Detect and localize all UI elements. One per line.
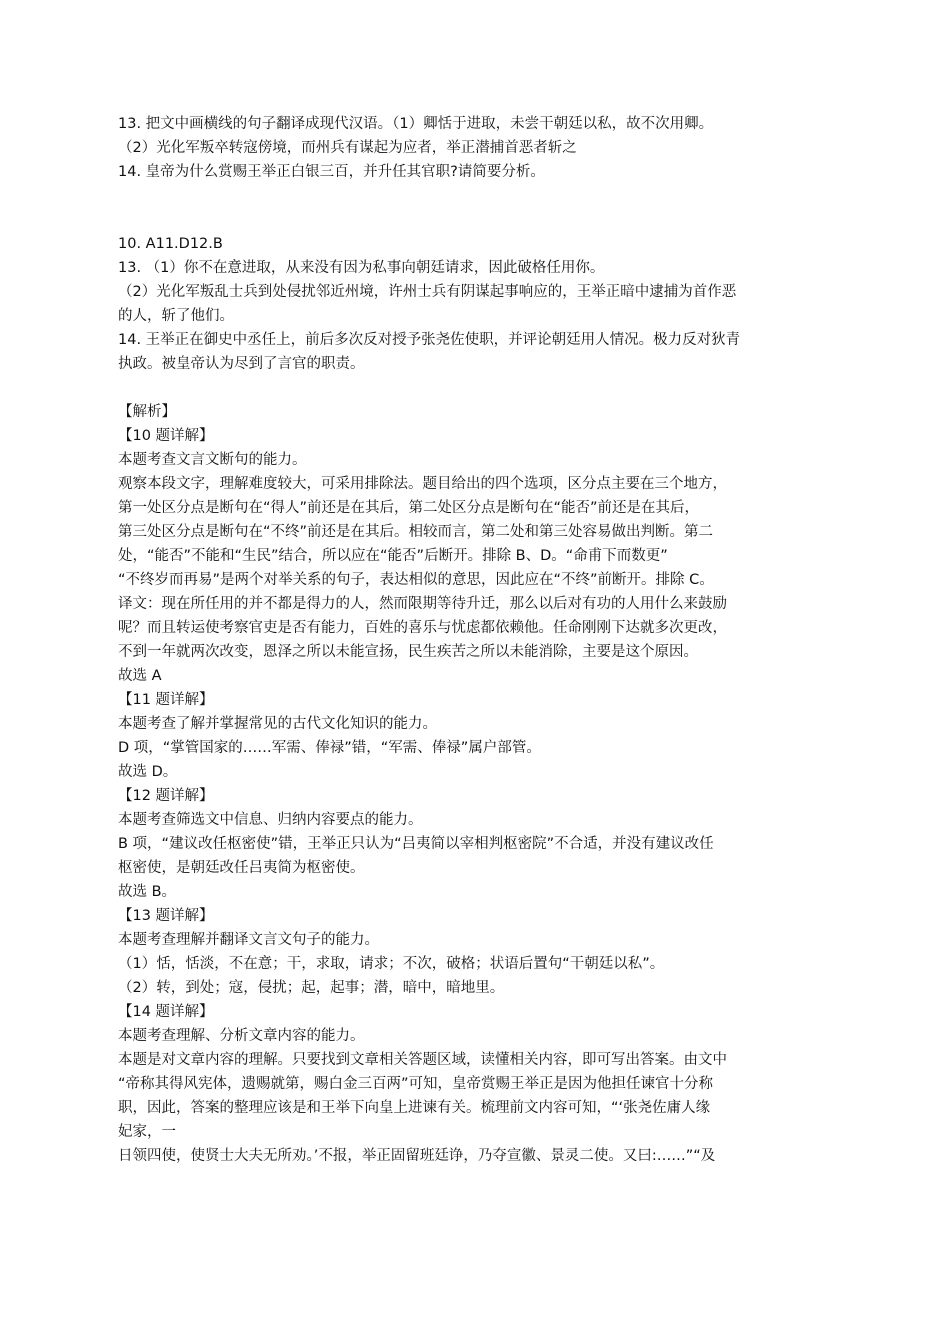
answer-13-part-2: （2）光化军叛乱士兵到处侵扰邻近州境，许州士兵有阴谋起事响应的，王举正暗中逮捕为首作恶 (118, 284, 737, 300)
answer-14: 14. 王举正在御史中丞任上，前后多次反对授予张尧佐使职，并评论朝廷用人情况。极力反对狄青 (118, 332, 741, 348)
q10-detail-heading: 【10 题详解】 (118, 428, 214, 444)
spacer (118, 376, 848, 400)
q10-answer: 故选 A (118, 668, 162, 684)
answers-10-12: 10. A11.D12.B (118, 236, 223, 252)
q10-text: 观察本段文字，理解难度较大，可采用排除法。题目给出的四个选项，区分点主要在三个地方， (118, 476, 727, 492)
spacer (118, 184, 848, 208)
q13-text: 本题考查理解并翻译文言文句子的能力。 (118, 932, 379, 948)
q11-text: 本题考查了解并掌握常见的古代文化知识的能力。 (118, 716, 437, 732)
q10-translation: 译文：现在所任用的并不都是得力的人，然而限期等待升迁，那么以后对有功的人用什么来鼓励 (118, 596, 727, 612)
q12-text: B 项，“建议改任枢密使”错，王举正只认为“吕夷简以宰相判枢密院”不合适，并没有建议改任 (118, 836, 714, 852)
q14-text: 职，因此，答案的整理应该是和王举下向皇上进谏有关。梳理前文内容可知，“‘张尧佐庸人缘 (118, 1100, 711, 1116)
q11-detail-heading: 【11 题详解】 (118, 692, 214, 708)
q10-text: 处，“能否”不能和“生民”结合，所以应在“能否”后断开。排除 B、D。“命甫下而数更” (118, 548, 668, 564)
answer-14-cont: 执政。被皇帝认为尽到了言官的职责。 (118, 356, 365, 372)
q10-text: 本题考查文言文断句的能力。 (118, 452, 307, 468)
q14-text: “帝称其得风宪体，遗赐就第，赐白金三百两”可知，皇帝赏赐王举正是因为他担任谏官十分称 (118, 1076, 714, 1092)
question-13-part-2: （2）光化军叛卒转寇傍境，而州兵有谋起为应者，举正潜捕首恶者斩之 (118, 140, 577, 156)
q14-detail-heading: 【14 题详解】 (118, 1004, 214, 1020)
document-page (118, 112, 848, 1168)
q14-text: 日领四使，使贤士大夫无所劝。’不报，举正固留班廷诤，乃夺宣徽、景灵二使。又曰:……”“及 (118, 1148, 716, 1164)
question-14: 14. 皇帝为什么赏赐王举正白银三百，并升任其官职?请简要分析。 (118, 164, 545, 180)
q11-answer: 故选 D。 (118, 764, 178, 780)
q14-text: 妃家，一 (118, 1124, 176, 1140)
answer-13-part-2-cont: 的人，斩了他们。 (118, 308, 234, 324)
q12-answer: 故选 B。 (118, 884, 177, 900)
q10-text: “不终岁而再易”是两个对举关系的句子，表达相似的意思，因此应在“不终”前断开。排除 C。 (118, 572, 714, 588)
answer-13-part-1: 13. （1）你不在意进取，从来没有因为私事向朝廷请求，因此破格任用你。 (118, 260, 605, 276)
q14-text: 本题考查理解、分析文章内容的能力。 (118, 1028, 365, 1044)
q13-text: （2）转，到处；寇，侵扰；起，起事；潜，暗中，暗地里。 (118, 980, 505, 996)
analysis-heading: 【解析】 (118, 404, 176, 420)
q10-translation: 呢？而且转运使考察官吏是否有能力，百姓的喜乐与忧虑都依赖他。任命刚刚下达就多次更改， (118, 620, 727, 636)
q10-text: 第一处区分点是断句在“得人”前还是在其后，第二处区分点是断句在“能否”前还是在其后， (118, 500, 700, 516)
q12-detail-heading: 【12 题详解】 (118, 788, 214, 804)
q12-text: 枢密使，是朝廷改任吕夷简为枢密使。 (118, 860, 365, 876)
q11-text: D 项，“掌管国家的……军需、俸禄”错，“军需、俸禄”属户部管。 (118, 740, 541, 756)
q13-detail-heading: 【13 题详解】 (118, 908, 214, 924)
q10-translation: 不到一年就两次改变，恩泽之所以未能宣扬，民生疾苦之所以未能消除，主要是这个原因。 (118, 644, 698, 660)
q12-text: 本题考查筛选文中信息、归纳内容要点的能力。 (118, 812, 423, 828)
q13-text: （1）恬，恬淡，不在意；干，求取，请求；不次，破格；状语后置句“干朝廷以私”。 (118, 956, 665, 972)
question-13: 13. 把文中画横线的句子翻译成现代汉语。（1）卿恬于进取，未尝干朝廷以私，故不次用卿。 (118, 116, 714, 132)
q10-text: 第三处区分点是断句在“不终”前还是在其后。相较而言，第二处和第三处容易做出判断。第二 (118, 524, 714, 540)
q14-text: 本题是对文章内容的理解。只要找到文章相关答题区域，读懂相关内容，即可写出答案。由文中 (118, 1052, 727, 1068)
spacer (118, 208, 848, 232)
